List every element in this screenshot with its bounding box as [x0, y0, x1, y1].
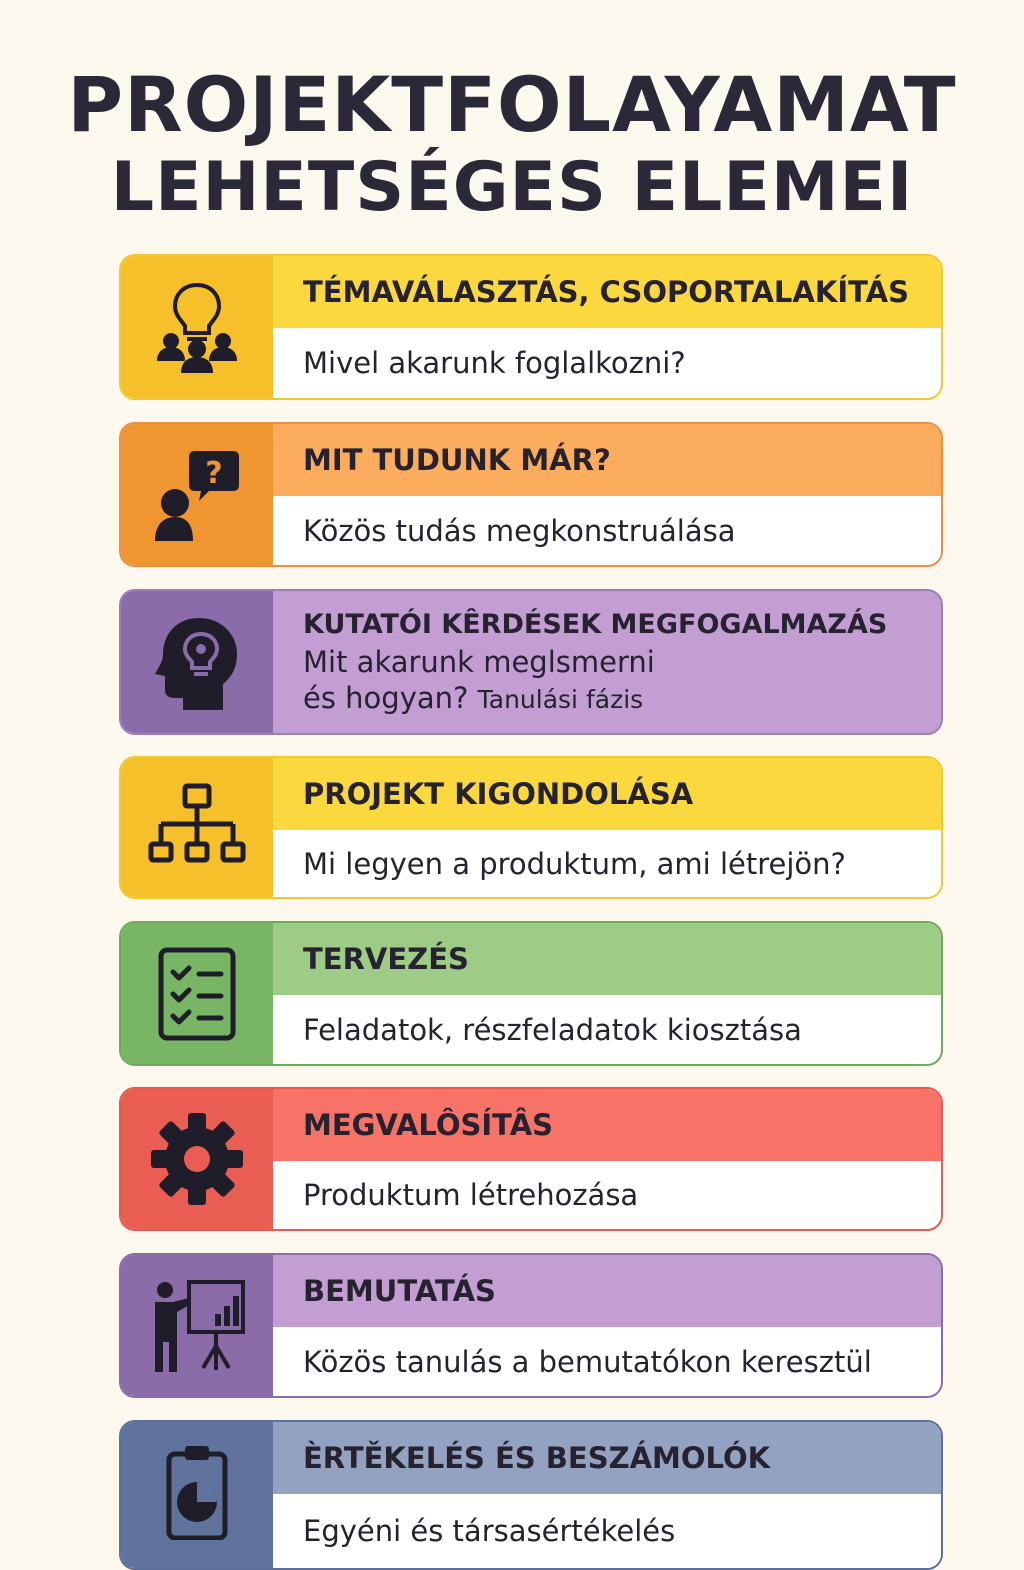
speech-question-icon [147, 445, 247, 545]
step-description-line-2: és hogyan? Tanulási fázis [303, 681, 644, 715]
step-implementation [119, 1087, 943, 1231]
checklist-icon [147, 944, 247, 1044]
lightbulb-group-icon [147, 277, 247, 377]
step-planning [119, 921, 943, 1066]
gear-icon [147, 1109, 247, 1209]
step-description: Mi legyen a produktum, ami létrejön? [303, 846, 846, 881]
title-line-2: LEHETSÉGES ELEMEI [110, 148, 914, 227]
step-description: Egyéni és társasértékelés [303, 1514, 676, 1548]
step-prior-knowledge [119, 422, 943, 567]
clipboard-chart-icon [147, 1440, 247, 1540]
step-description: Közös tudás megkonstruálása [303, 513, 736, 548]
step-heading: MEGVALÔSÍTÂS [303, 1108, 554, 1142]
step-description: Produktum létrehozása [303, 1178, 639, 1212]
step-heading: TÉMAVÁLASZTÁS, CSOPORTALAKÍTÁS [303, 275, 909, 309]
svg-text:?: ? [205, 455, 223, 491]
hierarchy-icon [147, 778, 247, 878]
step-research-questions [119, 589, 943, 735]
step-heading: MIT TUDUNK MÁR? [303, 443, 611, 477]
step-description: Mivel akarunk foglalkozni? [303, 346, 686, 380]
phase-label: Tanulási fázis [477, 685, 644, 714]
presentation-icon [147, 1276, 247, 1376]
step-heading: TERVEZÉS [303, 942, 469, 976]
step-description: Közös tanulás a bemutatókon keresztül [303, 1344, 872, 1379]
step-heading: PROJEKT KIGONDOLÁSA [303, 777, 694, 811]
step-evaluation [119, 1420, 943, 1570]
head-lightbulb-icon [147, 612, 247, 712]
step-topic-selection [119, 254, 943, 400]
step-project-concept [119, 756, 943, 899]
step-heading: ÈRTĚKELÉS ÉS BESZÁMOLÓK [303, 1441, 771, 1475]
step-heading: KUTATÓI KÊRDÉSEK MEGFOGALMAZÁS [303, 609, 888, 640]
step-description-line-1: Mit akarunk meglsmerni [303, 645, 655, 679]
step-description: Feladatok, részfeladatok kiosztása [303, 1012, 802, 1047]
title-line-1: PROJEKTFOLAYAMAT [67, 60, 957, 149]
step-presentation [119, 1253, 943, 1398]
step-heading: BEMUTATÁS [303, 1274, 496, 1308]
